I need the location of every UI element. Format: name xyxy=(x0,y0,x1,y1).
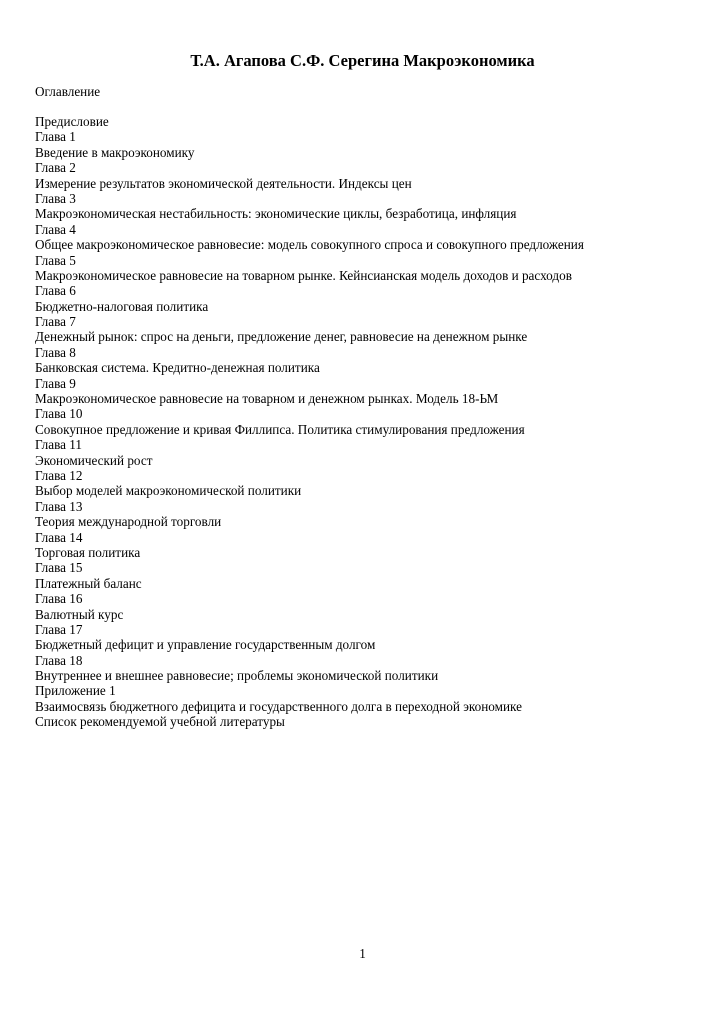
toc-entry[interactable]: Список рекомендуемой учебной литературы xyxy=(35,714,285,730)
toc-entry[interactable]: Глава 8 xyxy=(35,344,76,360)
toc-entry[interactable]: Глава 4 xyxy=(35,221,76,237)
toc-entry[interactable]: Введение в макроэкономику xyxy=(35,144,195,160)
toc-entry[interactable]: Совокупное предложение и кривая Филлипса. Политика стимулирования предложения xyxy=(35,421,525,437)
toc-entry[interactable]: Глава 2 xyxy=(35,160,76,176)
toc-entry[interactable]: Глава 1 xyxy=(35,129,76,145)
toc-entry[interactable]: Глава 5 xyxy=(35,252,76,268)
toc-entry[interactable]: Глава 13 xyxy=(35,498,83,514)
toc-entry[interactable]: Денежный рынок: спрос на деньги, предложение денег, равновесие на денежном рынке xyxy=(35,329,528,345)
toc-entry[interactable]: Измерение результатов экономической деятельности. Индексы цен xyxy=(35,175,412,191)
toc-entry[interactable]: Глава 18 xyxy=(35,652,83,668)
document-title: Т.А. Агапова С.Ф. Серегина Макроэкономика xyxy=(190,51,535,70)
toc-entry[interactable]: Глава 7 xyxy=(35,314,76,330)
toc-entry[interactable]: Теория международной торговли xyxy=(35,514,222,530)
toc-entry[interactable]: Глава 10 xyxy=(35,406,83,422)
toc-entry[interactable]: Глава 11 xyxy=(35,437,82,453)
toc-entry[interactable]: Бюджетно-налоговая политика xyxy=(35,298,209,314)
toc-heading: Оглавление xyxy=(35,84,101,99)
toc-entry[interactable]: Валютный курс xyxy=(35,606,124,622)
toc-entry[interactable]: Общее макроэкономическое равновесие: модель совокупного спроса и совокупного предложения xyxy=(35,237,584,253)
toc-entry[interactable]: Бюджетный дефицит и управление государственным долгом xyxy=(35,637,376,653)
toc-entry[interactable]: Приложение 1 xyxy=(35,683,116,699)
toc-entry[interactable]: Глава 14 xyxy=(35,529,83,545)
toc-entry[interactable]: Предисловие xyxy=(35,114,109,129)
toc-entry[interactable]: Глава 17 xyxy=(35,621,83,637)
toc-entry[interactable]: Банковская система. Кредитно-денежная политика xyxy=(35,360,320,376)
toc-entry[interactable]: Глава 16 xyxy=(35,591,83,607)
toc-entry[interactable]: Макроэкономическое равновесие на товарном рынке. Кейнсианская модель доходов и расходов xyxy=(35,267,572,283)
page-number: 1 xyxy=(359,946,366,961)
toc-entry[interactable]: Внутреннее и внешнее равновесие; проблемы экономической политики xyxy=(35,668,439,684)
toc-entry[interactable]: Макроэкономическая нестабильность: экономические циклы, безработица, инфляция xyxy=(35,206,517,222)
toc-entry[interactable]: Выбор моделей макроэкономической политики xyxy=(35,483,302,499)
toc-entry[interactable]: Торговая политика xyxy=(35,544,141,560)
toc-entry[interactable]: Глава 6 xyxy=(35,283,76,299)
toc-entry[interactable]: Глава 12 xyxy=(35,467,83,483)
toc-entry[interactable]: Экономический рост xyxy=(35,452,153,468)
toc-entry[interactable]: Глава 15 xyxy=(35,560,83,576)
table-of-contents xyxy=(35,114,695,730)
toc-entry[interactable]: Платежный баланс xyxy=(35,575,142,591)
toc-entry[interactable]: Взаимосвязь бюджетного дефицита и государственного долга в переходной экономике xyxy=(35,698,522,714)
toc-entry[interactable]: Глава 3 xyxy=(35,190,76,206)
toc-entry[interactable]: Глава 9 xyxy=(35,375,76,391)
toc-entry[interactable]: Макроэкономическое равновесие на товарном и денежном рынках. Модель 18-ЬМ xyxy=(35,391,499,407)
